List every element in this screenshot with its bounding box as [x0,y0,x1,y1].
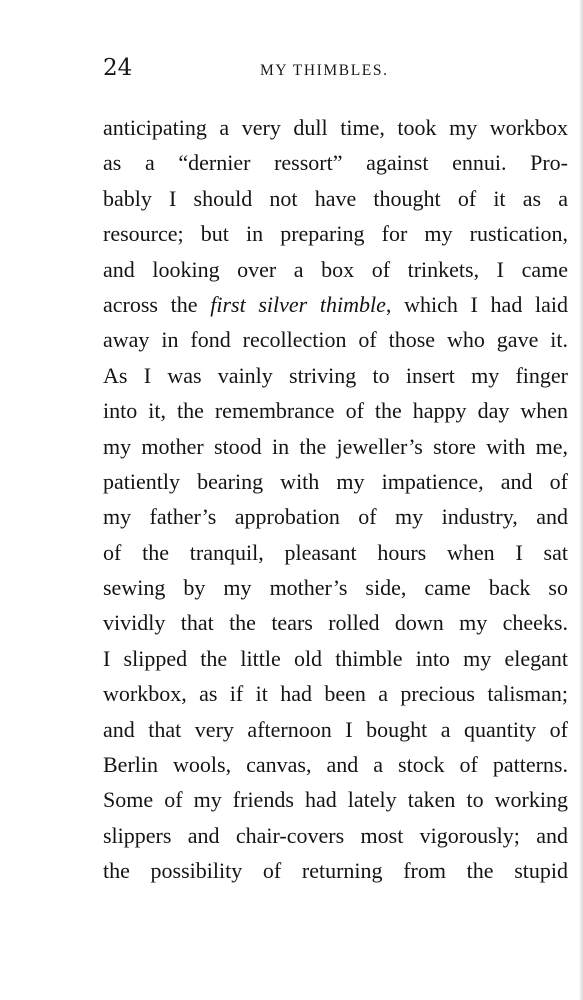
text-line: my father’s approbation of my industry, and [103,504,568,530]
text-line: As I was vainly striving to insert my finger [103,362,568,388]
text-line: I slipped the little old thimble into my elegant [103,645,568,671]
text-fragment: , which I had laid [385,291,568,317]
text-line [103,287,568,322]
text-line: and looking over a box of trinkets, I came [103,256,568,282]
text-line: Some of my friends had lately taken to working [103,787,568,813]
page-header [103,55,573,89]
text-line: and that very afternoon I bought a quantity of [103,716,568,742]
text-line: vividly that the tears rolled down my cheeks. [103,610,568,636]
text-line: sewing by my mother’s side, came back so [103,575,568,601]
text-line: of the tranquil, pleasant hours when I sat [103,539,568,565]
page-edge [579,0,583,1000]
running-title: MY THIMBLES. [260,62,389,79]
text-line: my mother stood in the jeweller’s store with me, [103,433,568,459]
italic-phrase: first silver thimble [210,291,386,317]
text-line: the possibility of returning from the stupid [103,858,568,884]
text-line: anticipating a very dull time, took my workbox [103,115,568,140]
text-line: workbox, as if it had been a precious talisman; [103,681,568,707]
body-text [103,110,568,889]
text-line: patiently bearing with my impatience, and of [103,468,568,494]
page-number: 24 [103,55,133,81]
text-line: resource; but in preparing for my rustication, [103,221,568,247]
text-line: into it, the remembrance of the happy day when [103,398,568,424]
text-line: as a “dernier ressort” against ennui. Pro- [103,150,568,176]
text-line: Berlin wools, canvas, and a stock of patterns. [103,752,568,778]
text-fragment: across the [103,291,211,317]
text-line: slippers and chair-covers most vigorously; and [103,822,568,848]
text-line: away in fond recollection of those who gave it. [103,327,568,353]
text-line: bably I should not have thought of it as a [103,185,568,211]
